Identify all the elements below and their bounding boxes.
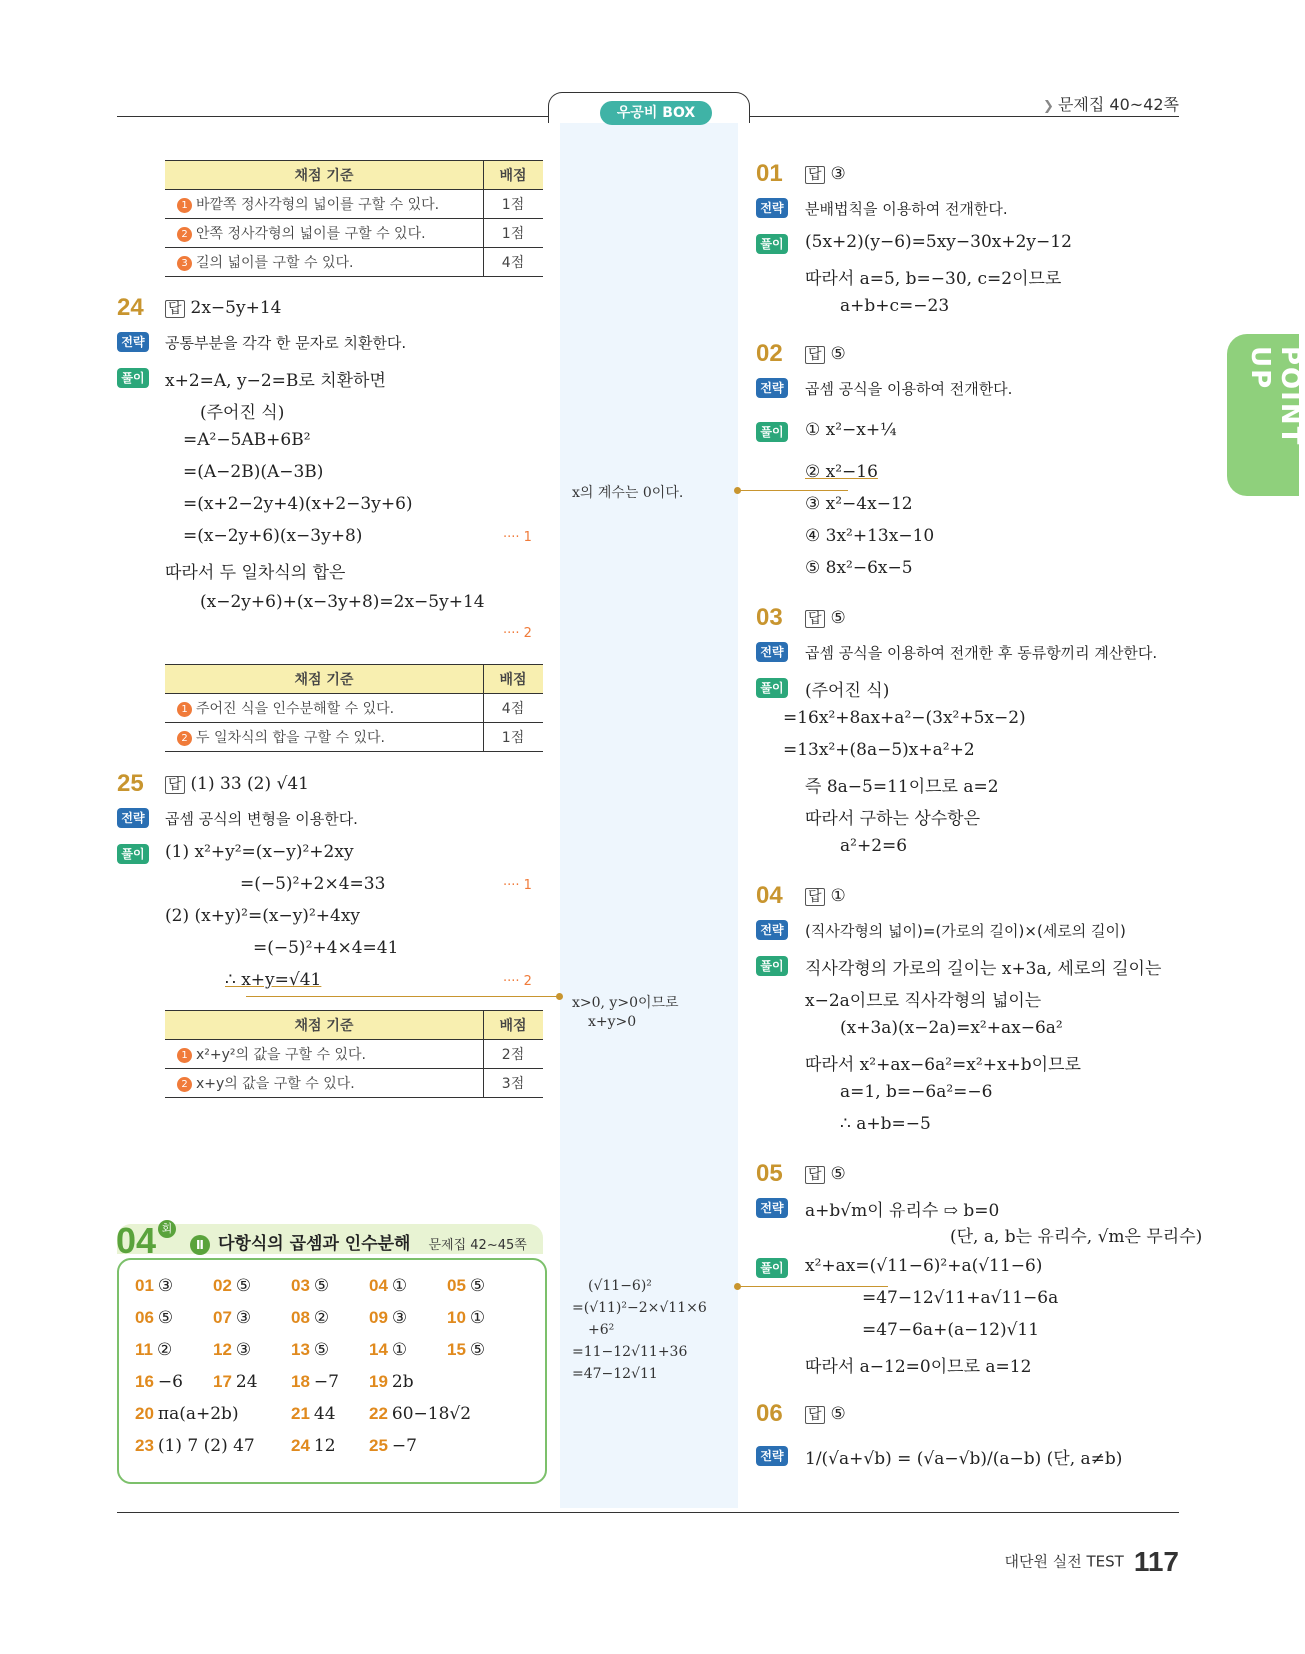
answer: 답 ⑤ — [805, 1164, 846, 1184]
solution-line: =(x+2−2y+4)(x+2−3y+6) — [183, 494, 413, 514]
table-header: 배점 — [484, 161, 544, 190]
answer: 답 ③ — [805, 164, 846, 184]
test-number: 04 — [116, 1220, 157, 1261]
solution-line: =47−12√11+a√11−6a — [862, 1288, 1059, 1308]
answer-key-item — [369, 1404, 471, 1424]
solution-line: (1) x²+y²=(x−y)²+2xy — [165, 842, 354, 862]
answer-key-value: ⑤ — [235, 1276, 252, 1296]
strategy-badge: 전략 — [756, 378, 788, 398]
answer-key-value: 44 — [313, 1404, 336, 1424]
connector-line — [246, 996, 558, 997]
answer-key-item — [213, 1340, 251, 1360]
question-number: 01 — [756, 160, 783, 187]
answer-key-number: 01 — [135, 1276, 154, 1295]
answer-key-value: ③ — [235, 1340, 252, 1360]
table-header: 채점 기준 — [165, 1011, 484, 1040]
solution-line: =(A−2B)(A−3B) — [183, 462, 324, 482]
strategy-text: 공통부분을 각각 한 문자로 치환한다. — [165, 334, 407, 352]
strategy-text: 곱셈 공식을 이용하여 전개한다. — [805, 380, 1013, 398]
score-table-3 — [165, 1010, 543, 1098]
answer: 답 ⑤ — [805, 608, 846, 628]
test-suffix: 회 — [158, 1220, 176, 1238]
box-note: x>0, y>0이므로 — [572, 995, 679, 1011]
solution-line: (주어진 식) — [805, 681, 890, 701]
answer: 답 ⑤ — [805, 344, 846, 364]
question-number: 05 — [756, 1160, 783, 1187]
answer-key-value: ① — [469, 1308, 486, 1328]
solution-badge: 풀이 — [117, 368, 149, 388]
answer-key-item — [213, 1276, 251, 1296]
answer-key-item — [369, 1372, 414, 1392]
answer-key-number: 19 — [369, 1372, 388, 1391]
strategy-badge: 전략 — [756, 1446, 788, 1466]
answer-key-value: ① — [391, 1340, 408, 1360]
box-note: (√11−6)² — [588, 1278, 652, 1294]
solution-line: x+2=A, y−2=B로 치환하면 — [165, 371, 386, 391]
answer-key-value: ⑤ — [469, 1276, 486, 1296]
answer-key-item — [213, 1372, 258, 1392]
box-note: =(√11)²−2×√11×6 — [572, 1300, 707, 1316]
step-marker: ···· 1 — [503, 530, 532, 545]
answer-key-number: 23 — [135, 1436, 154, 1455]
solution-line: a+b+c=−23 — [840, 296, 950, 316]
strategy-badge: 전략 — [756, 198, 788, 218]
answer-key-number: 09 — [369, 1308, 388, 1327]
answer-key-number: 22 — [369, 1404, 388, 1423]
question-number: 24 — [117, 294, 144, 321]
answer-key-item — [291, 1404, 336, 1424]
solution-line: x−2a이므로 직사각형의 넓이는 — [805, 991, 1042, 1011]
answer-key-item — [135, 1404, 239, 1424]
answer-key-item — [291, 1308, 329, 1328]
answer-key-item — [369, 1340, 407, 1360]
solution-line: =(−5)²+4×4=41 — [253, 938, 399, 958]
score-table-1 — [165, 160, 543, 277]
solution-line: x²+ax=(√11−6)²+a(√11−6) — [805, 1256, 1043, 1276]
answer-key-value: ③ — [157, 1276, 174, 1296]
answer-key-item — [291, 1436, 336, 1456]
question-number: 04 — [756, 882, 783, 909]
answer-key-item — [447, 1276, 485, 1296]
table-header: 배점 — [484, 665, 544, 694]
solution-line: (x+3a)(x−2a)=x²+ax−6a² — [840, 1018, 1063, 1038]
answer-key-number: 18 — [291, 1372, 310, 1391]
connector-line — [738, 490, 848, 491]
answer-key-number: 05 — [447, 1276, 466, 1295]
strategy-text: a+b√m이 유리수 ⇨ b=0 — [805, 1201, 1000, 1221]
strategy-badge: 전략 — [756, 1198, 788, 1218]
answer-key-number: 20 — [135, 1404, 154, 1423]
step-marker: ···· 2 — [503, 626, 532, 641]
strategy-text: 1/(√a+√b) = (√a−√b)/(a−b) (단, a≠b) — [805, 1449, 1123, 1469]
solution-badge: 풀이 — [756, 1258, 788, 1278]
solution-line: 즉 8a−5=11이므로 a=2 — [805, 777, 999, 797]
answer-key-item — [135, 1340, 172, 1360]
box-note: x+y>0 — [588, 1014, 637, 1030]
answer-key-value: ③ — [391, 1308, 408, 1328]
answer-key-value: ② — [156, 1340, 173, 1360]
answer-key-value: −7 — [313, 1372, 339, 1392]
answer-key-number: 21 — [291, 1404, 310, 1423]
answer-key-number: 14 — [369, 1340, 388, 1359]
page-number: 117 — [1133, 1546, 1179, 1577]
strategy-text: 분배법칙을 이용하여 전개한다. — [805, 200, 1008, 218]
solution-line: =47−6a+(a−12)√11 — [862, 1320, 1040, 1340]
answer-key-number: 15 — [447, 1340, 466, 1359]
solution-line: a=1, b=−6a²=−6 — [840, 1082, 993, 1102]
solution-line: ⑤ 8x²−6x−5 — [805, 558, 913, 578]
solution-line: (2) (x+y)²=(x−y)²+4xy — [165, 906, 361, 926]
box-label: 우공비 BOX — [600, 101, 712, 125]
solution-line: =(x−2y+6)(x−3y+8) — [183, 526, 363, 546]
solution-line: ③ x²−4x−12 — [805, 494, 913, 514]
strategy-badge: 전략 — [117, 808, 149, 828]
page-reference: ❯ 문제집 40~42쪽 — [1043, 92, 1179, 115]
answer-key-value: ② — [313, 1308, 330, 1328]
answer-key-number: 06 — [135, 1308, 154, 1327]
solution-badge: 풀이 — [756, 422, 788, 442]
answer-key-value: −6 — [157, 1372, 183, 1392]
answer-key-item — [291, 1372, 339, 1392]
answer-key-value: ⑤ — [313, 1276, 330, 1296]
answer-key-number: 08 — [291, 1308, 310, 1327]
question-number: 02 — [756, 340, 783, 367]
answer-key-item — [135, 1308, 173, 1328]
solution-line: 따라서 x²+ax−6a²=x²+x+b이므로 — [805, 1055, 1081, 1075]
solution-line: (주어진 식) — [200, 403, 285, 423]
answer-key-value: ③ — [235, 1308, 252, 1328]
solution-badge: 풀이 — [756, 956, 788, 976]
answer-key-number: 02 — [213, 1276, 232, 1295]
answer-key-number: 13 — [291, 1340, 310, 1359]
connector-dot — [556, 993, 563, 1000]
solution-line: ∴ a+b=−5 — [840, 1114, 931, 1134]
answer-key-number: 11 — [135, 1340, 153, 1359]
answer-key-item — [213, 1308, 251, 1328]
answer-key-item — [291, 1340, 329, 1360]
solution-line: ∴ x+y=√41 — [225, 970, 322, 990]
box-note: =11−12√11+36 — [572, 1344, 688, 1360]
answer-key-item — [291, 1276, 329, 1296]
table-row: 2 x+y의 값을 구할 수 있다. 3점 — [165, 1069, 543, 1098]
answer-key-item — [135, 1276, 173, 1296]
answer-key-value: 60−18√2 — [391, 1404, 472, 1424]
answer-key-value: ⑤ — [157, 1308, 174, 1328]
step-marker: ···· 2 — [503, 974, 532, 989]
point-up-tab: POINT UP — [1227, 334, 1299, 496]
connector-line — [738, 1286, 888, 1287]
box-note: +6² — [588, 1322, 615, 1338]
box-note: =47−12√11 — [572, 1366, 658, 1382]
answer-key-item — [369, 1436, 417, 1456]
question-number: 03 — [756, 604, 783, 631]
solution-line: =13x²+(8a−5)x+a²+2 — [783, 740, 975, 760]
answer-key-number: 12 — [213, 1340, 232, 1359]
answer-key-number: 07 — [213, 1308, 232, 1327]
connector-dot — [734, 487, 741, 494]
solution-line: ② x²−16 — [805, 462, 878, 482]
table-header: 채점 기준 — [165, 161, 484, 190]
page-footer: 대단원 실전 TEST 117 — [1004, 1546, 1179, 1577]
table-row: 3 길의 넓이를 구할 수 있다. 4점 — [165, 248, 543, 277]
answer-key-value: 24 — [235, 1372, 258, 1392]
answer-key-number: 24 — [291, 1436, 310, 1455]
connector-dot — [734, 1283, 741, 1290]
solution-badge: 풀이 — [756, 678, 788, 698]
box-note: x의 계수는 0이다. — [572, 485, 684, 501]
solution-line: 따라서 두 일차식의 합은 — [165, 563, 346, 583]
answer-key-value: 12 — [313, 1436, 336, 1456]
strategy-text: 곱셈 공식의 변형을 이용한다. — [165, 810, 358, 828]
table-row: 1 주어진 식을 인수분해할 수 있다. 4점 — [165, 694, 543, 723]
solution-line: 따라서 구하는 상수항은 — [805, 809, 981, 829]
answer-key-value: (1) 7 (2) 47 — [157, 1436, 255, 1456]
answer-key-item — [135, 1436, 255, 1456]
strategy-badge: 전략 — [117, 332, 149, 352]
question-number: 06 — [756, 1400, 783, 1427]
solution-badge: 풀이 — [117, 844, 149, 864]
step-marker: ···· 1 — [503, 878, 532, 893]
answer-key-item — [447, 1308, 485, 1328]
answer: 답 ① — [805, 886, 846, 906]
answer-key-item — [447, 1340, 485, 1360]
strategy-text: (단, a, b는 유리수, √m은 무리수) — [950, 1227, 1203, 1247]
strategy-badge: 전략 — [756, 642, 788, 662]
strategy-text: (직사각형의 넓이)=(가로의 길이)×(세로의 길이) — [805, 922, 1126, 940]
answer-key-value: πa(a+2b) — [157, 1404, 239, 1424]
answer: 답 (1) 33 (2) √41 — [165, 774, 309, 794]
table-header: 배점 — [484, 1011, 544, 1040]
table-row: 2 안쪽 정사각형의 넓이를 구할 수 있다. 1점 — [165, 219, 543, 248]
answer-key-value: ⑤ — [313, 1340, 330, 1360]
box-column — [560, 110, 738, 1508]
table-header: 채점 기준 — [165, 665, 484, 694]
table-row: 2 두 일차식의 합을 구할 수 있다. 1점 — [165, 723, 543, 752]
answer-key-number: 16 — [135, 1372, 154, 1391]
solution-line: ① x²−x+¼ — [805, 420, 897, 440]
solution-line: ④ 3x²+13x−10 — [805, 526, 935, 546]
answer-key-number: 04 — [369, 1276, 388, 1295]
answer-key-item — [369, 1308, 407, 1328]
solution-line: =A²−5AB+6B² — [183, 430, 311, 450]
solution-line: (5x+2)(y−6)=5xy−30x+2y−12 — [805, 232, 1072, 252]
strategy-badge: 전략 — [756, 920, 788, 940]
answer: 답 ⑤ — [805, 1404, 846, 1424]
solution-line: a²+2=6 — [840, 836, 908, 856]
answer-key-item — [135, 1372, 183, 1392]
question-number: 25 — [117, 770, 144, 797]
answer-key-item — [369, 1276, 407, 1296]
solution-line: =16x²+8ax+a²−(3x²+5x−2) — [783, 708, 1026, 728]
answer-key-number: 10 — [447, 1308, 466, 1327]
score-table-2 — [165, 664, 543, 752]
answer-key-value: ⑤ — [469, 1340, 486, 1360]
answer-key-number: 17 — [213, 1372, 232, 1391]
table-row: 1 바깥쪽 정사각형의 넓이를 구할 수 있다. 1점 — [165, 190, 543, 219]
table-row: 1 x²+y²의 값을 구할 수 있다. 2점 — [165, 1040, 543, 1069]
answer-key-value: ① — [391, 1276, 408, 1296]
answer: 답 2x−5y+14 — [165, 298, 281, 318]
answer-key-number: 03 — [291, 1276, 310, 1295]
solution-line: (x−2y+6)+(x−3y+8)=2x−5y+14 — [200, 592, 485, 612]
solution-line: 따라서 a−12=0이므로 a=12 — [805, 1357, 1032, 1377]
answer-key-title: Ⅱ 다항식의 곱셈과 인수분해 문제집 42~45쪽 — [190, 1229, 527, 1255]
answer-key-number: 25 — [369, 1436, 388, 1455]
solution-line: 직사각형의 가로의 길이는 x+3a, 세로의 길이는 — [805, 959, 1162, 979]
solution-line: 따라서 a=5, b=−30, c=2이므로 — [805, 269, 1062, 289]
solution-badge: 풀이 — [756, 234, 788, 254]
answer-key-value: −7 — [391, 1436, 417, 1456]
answer-key-value: 2b — [391, 1372, 414, 1392]
strategy-text: 곱셈 공식을 이용하여 전개한 후 동류항끼리 계산한다. — [805, 644, 1158, 662]
solution-line: =(−5)²+2×4=33 — [240, 874, 386, 894]
